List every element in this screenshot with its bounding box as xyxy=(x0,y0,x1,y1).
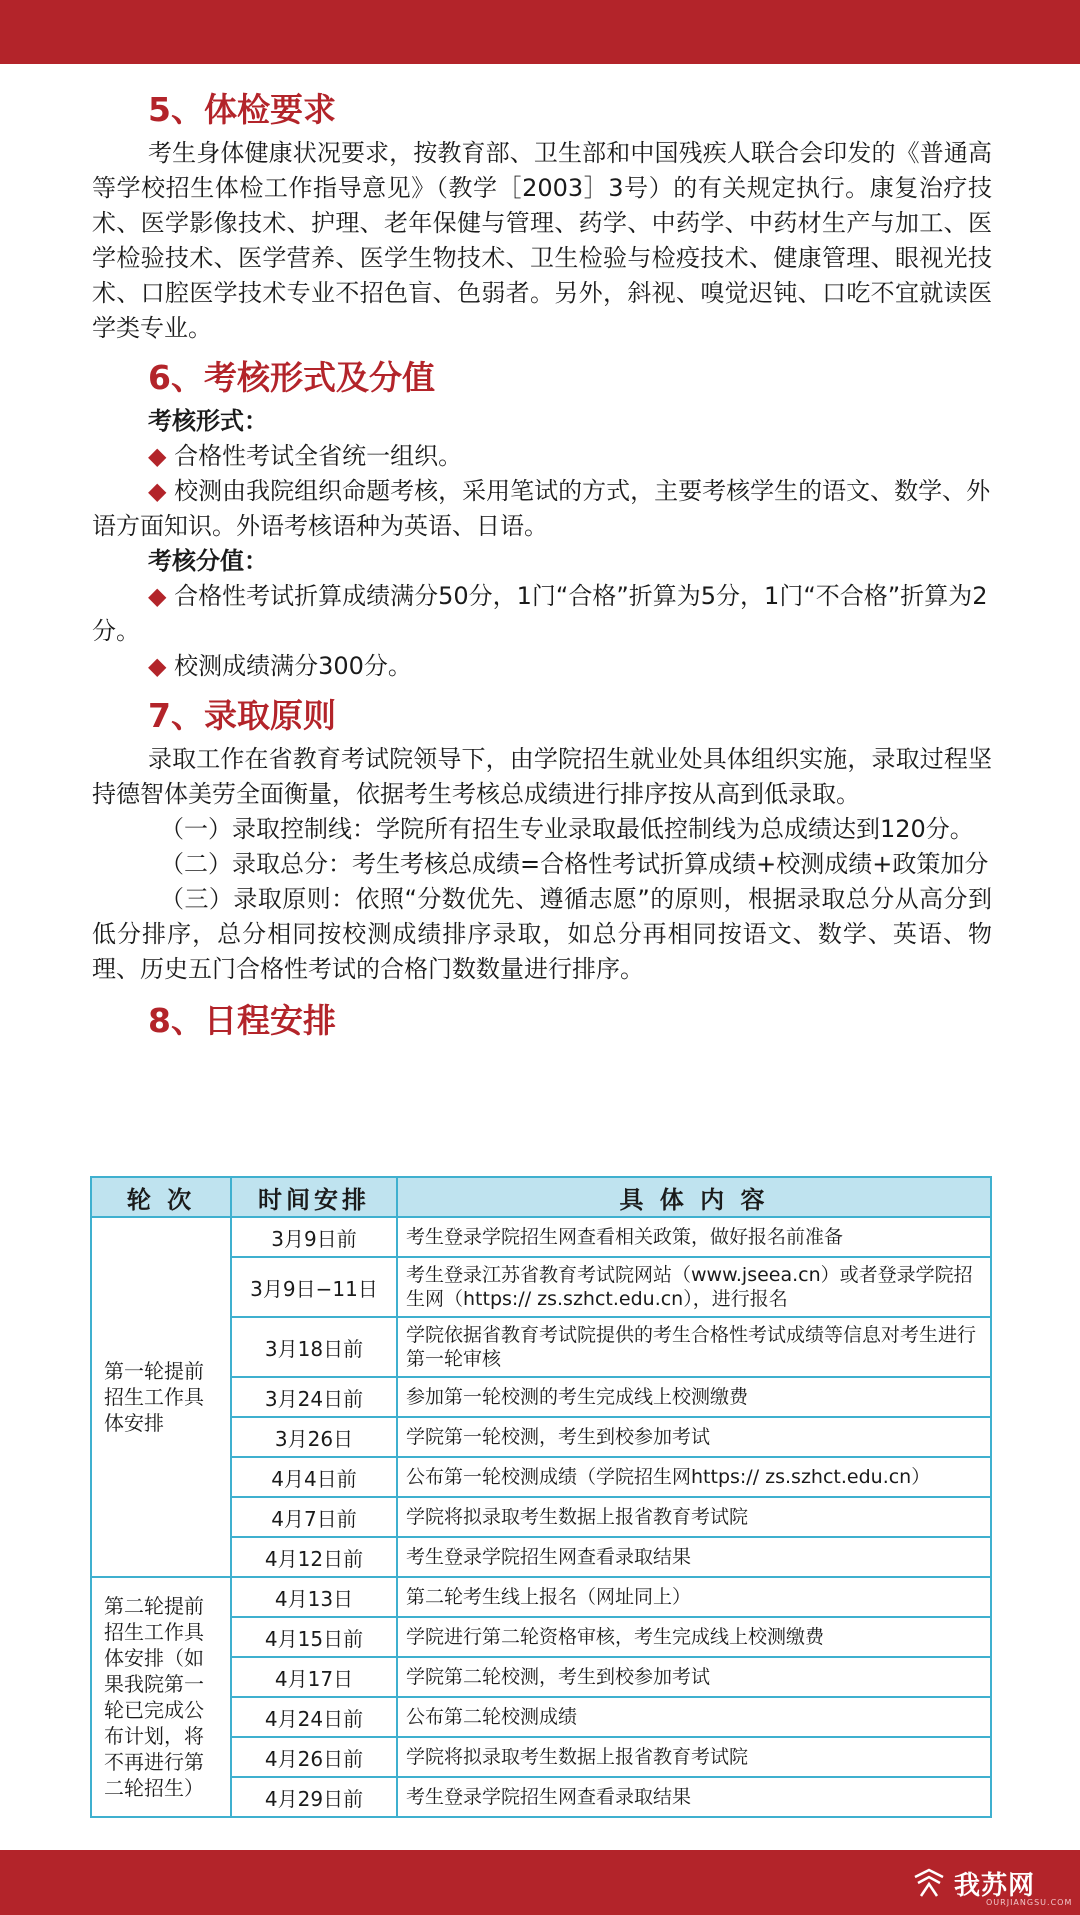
logo-subtext: OURJIANGSU.COM xyxy=(986,1898,1073,1907)
header-time: 时间安排 xyxy=(231,1177,397,1217)
logo-text: 我苏网 xyxy=(954,1870,1036,1901)
admission-rule-item: （二）录取总分：考生考核总成绩=合格性考试折算成绩+校测成绩+政策加分 xyxy=(160,850,989,878)
diamond-bullet-icon: ◆ xyxy=(148,442,167,470)
row-date: 3月9日−11日 xyxy=(231,1257,397,1317)
row-desc: 考生登录学院招生网查看录取结果 xyxy=(397,1537,991,1577)
ourjiangsu-logo-icon xyxy=(912,1868,946,1898)
section-5-body: 考生身体健康状况要求，按教育部、卫生部和中国残疾人联合会印发的《普通高等学校招生体检工作指导意见》（教学［2003］3号）的有关规定执行。康复治疗技术、医学影像技术、护理、老年保健与管理、药学、中药学、中药材生产与加工、医学检验技术、医学营养、医学生物技术、卫生检验与检疫技术、健康管理、眼视光技术、口腔医学技术专业不招色盲、色弱者。另外，斜视、嗅觉迟钝、口吃不宜就读医学类专业。 xyxy=(92,139,992,342)
diamond-bullet-icon: ◆ xyxy=(148,652,167,680)
row-desc: 考生登录江苏省教育考试院网站（www.jseea.cn）或者登录学院招生网（https:// zs.szhct.edu.cn），进行报名 xyxy=(397,1257,991,1317)
row-date: 3月18日前 xyxy=(231,1317,397,1377)
row-date: 4月24日前 xyxy=(231,1697,397,1737)
document-body xyxy=(92,80,992,1047)
table-row xyxy=(91,1217,991,1257)
table-header-row xyxy=(91,1177,991,1217)
section-5-title: 5、体检要求 xyxy=(148,90,336,129)
table-row xyxy=(91,1577,991,1617)
row-date: 4月12日前 xyxy=(231,1537,397,1577)
score-item: ◆ 合格性考试折算成绩满分50分，1门“合格”折算为5分，1门“不合格”折算为2分。 xyxy=(92,582,988,645)
row-date: 3月9日前 xyxy=(231,1217,397,1257)
row-date: 4月29日前 xyxy=(231,1777,397,1817)
row-desc: 学院第一轮校测，考生到校参加考试 xyxy=(397,1417,991,1457)
row-desc: 考生登录学院招生网查看录取结果 xyxy=(397,1777,991,1817)
row-desc: 第二轮考生线上报名（网址同上） xyxy=(397,1577,991,1617)
row-date: 4月15日前 xyxy=(231,1617,397,1657)
row-date: 4月17日 xyxy=(231,1657,397,1697)
row-desc: 学院第二轮校测，考生到校参加考试 xyxy=(397,1657,991,1697)
section-8-title: 8、日程安排 xyxy=(148,1001,336,1040)
row-date: 4月4日前 xyxy=(231,1457,397,1497)
assessment-score-label: 考核分值： xyxy=(148,547,268,575)
assessment-form-label: 考核形式： xyxy=(148,407,268,435)
round-1-label: 第一轮提前招生工作具体安排 xyxy=(91,1217,231,1577)
admission-rule-item: （一）录取控制线：学院所有招生专业录取最低控制线为总成绩达到120分。 xyxy=(160,815,974,843)
section-7-title: 7、录取原则 xyxy=(148,696,336,735)
row-date: 4月13日 xyxy=(231,1577,397,1617)
diamond-bullet-icon: ◆ xyxy=(148,582,167,610)
ourjiangsu-logo xyxy=(912,1866,1035,1900)
round-2-label: 第二轮提前招生工作具体安排（如果我院第一轮已完成公布计划，将不再进行第二轮招生） xyxy=(91,1577,231,1817)
section-7-intro: 录取工作在省教育考试院领导下，由学院招生就业处具体组织实施，录取过程坚持德智体美劳全面衡量，依据考生考核总成绩进行排序按从高到低录取。 xyxy=(92,745,992,808)
row-desc: 学院依据省教育考试院提供的考生合格性考试成绩等信息对考生进行第一轮审核 xyxy=(397,1317,991,1377)
row-desc: 公布第一轮校测成绩（学院招生网https:// zs.szhct.edu.cn） xyxy=(397,1457,991,1497)
row-date: 4月26日前 xyxy=(231,1737,397,1777)
row-desc: 学院进行第二轮资格审核，考生完成线上校测缴费 xyxy=(397,1617,991,1657)
diamond-bullet-icon: ◆ xyxy=(148,477,167,505)
row-desc: 参加第一轮校测的考生完成线上校测缴费 xyxy=(397,1377,991,1417)
admission-rule-item: （三）录取原则：依照“分数优先、遵循志愿”的原则，根据录取总分从高分到低分排序，总分相同按校测成绩排序录取，如总分再相同按语文、数学、英语、物理、历史五门合格性考试的合格门数数量进行排序。 xyxy=(92,885,992,983)
row-desc: 公布第二轮校测成绩 xyxy=(397,1697,991,1737)
row-date: 4月7日前 xyxy=(231,1497,397,1537)
row-date: 3月26日 xyxy=(231,1417,397,1457)
form-item: ◆ 校测由我院组织命题考核，采用笔试的方式，主要考核学生的语文、数学、外语方面知识。外语考核语种为英语、日语。 xyxy=(92,477,991,540)
top-red-band xyxy=(0,0,1080,64)
row-desc: 学院将拟录取考生数据上报省教育考试院 xyxy=(397,1497,991,1537)
section-6-title: 6、考核形式及分值 xyxy=(148,358,435,397)
row-desc: 考生登录学院招生网查看相关政策，做好报名前准备 xyxy=(397,1217,991,1257)
row-date: 3月24日前 xyxy=(231,1377,397,1417)
header-round: 轮 次 xyxy=(91,1177,231,1217)
header-content: 具 体 内 容 xyxy=(397,1177,991,1217)
score-item: ◆ 校测成绩满分300分。 xyxy=(148,652,412,680)
row-desc: 学院将拟录取考生数据上报省教育考试院 xyxy=(397,1737,991,1777)
form-item: ◆ 合格性考试全省统一组织。 xyxy=(148,442,463,470)
schedule-table xyxy=(90,1176,992,1818)
